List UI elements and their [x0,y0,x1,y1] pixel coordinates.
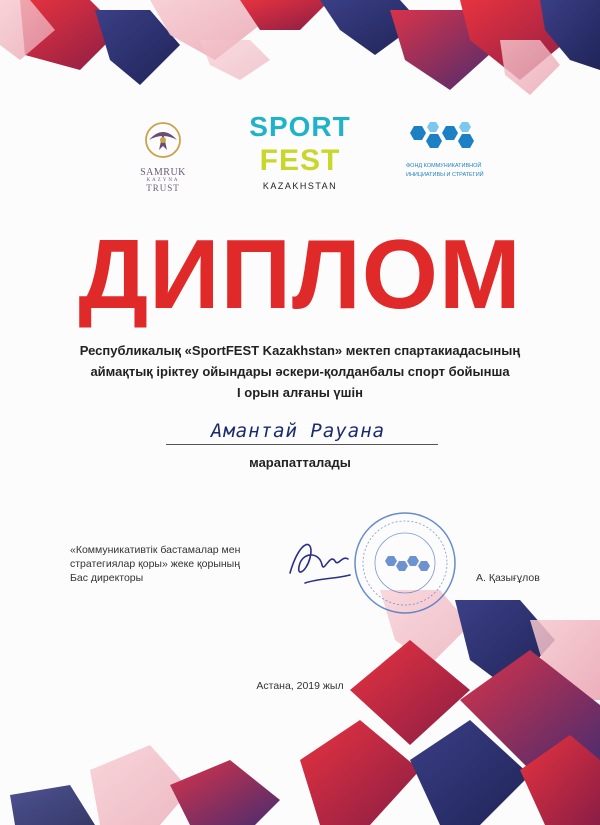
samruk-line2: KAZYNA [146,178,180,183]
director-line3: Бас директоры [70,572,144,584]
fond-line2: ИНИЦИАТИВЫ И СТРАТЕГИЙ [406,172,484,178]
sportfest-logo [250,108,350,191]
sportfest-wordmark-icon [250,108,350,174]
fond-hexagons-icon [400,122,486,156]
diploma-title: ДИПЛОМ [78,219,522,329]
deco-diamond [10,785,95,825]
director-title [70,543,300,585]
award-line1: Республикалық «SportFEST Kazakhstan» мектеп спартакиадасының [79,343,521,358]
place-date: Астана, 2019 жыл [256,680,344,692]
deco-diamond [200,40,270,80]
director-line1: «Коммуникативтік бастамалар мен [70,544,241,556]
recipient-underline [166,444,438,445]
signature [280,533,360,593]
award-description [40,340,560,403]
sportfest-country: KAZAKHSTAN [262,181,338,191]
awarded-text: марапатталады [249,455,351,470]
award-line3: I орын алғаны үшін [237,385,363,400]
recipient-name: Амантай Рауана [210,420,386,442]
samruk-line3: TRUST [146,183,180,193]
fond-line1: ФОНД КОММУНИКАТИВНОЙ [406,163,482,169]
samruk-emblem-icon [141,120,185,160]
samruk-line1: SAMRUK [140,167,186,178]
signer-name: А. Қазығұлов [476,572,540,584]
deco-diamond [170,760,280,825]
official-stamp [350,508,460,618]
sportfest-word2: FEST [259,144,341,174]
fond-logo [400,122,500,179]
award-line2: аймақтық іріктеу ойындары әскери-қолданбалы спорт бойынша [90,364,510,379]
sportfest-word1: SPORT [250,111,350,142]
samruk-kazyna-trust-logo [128,120,198,193]
director-line2: стратегиялар қоры» жеке қорының [70,558,241,570]
